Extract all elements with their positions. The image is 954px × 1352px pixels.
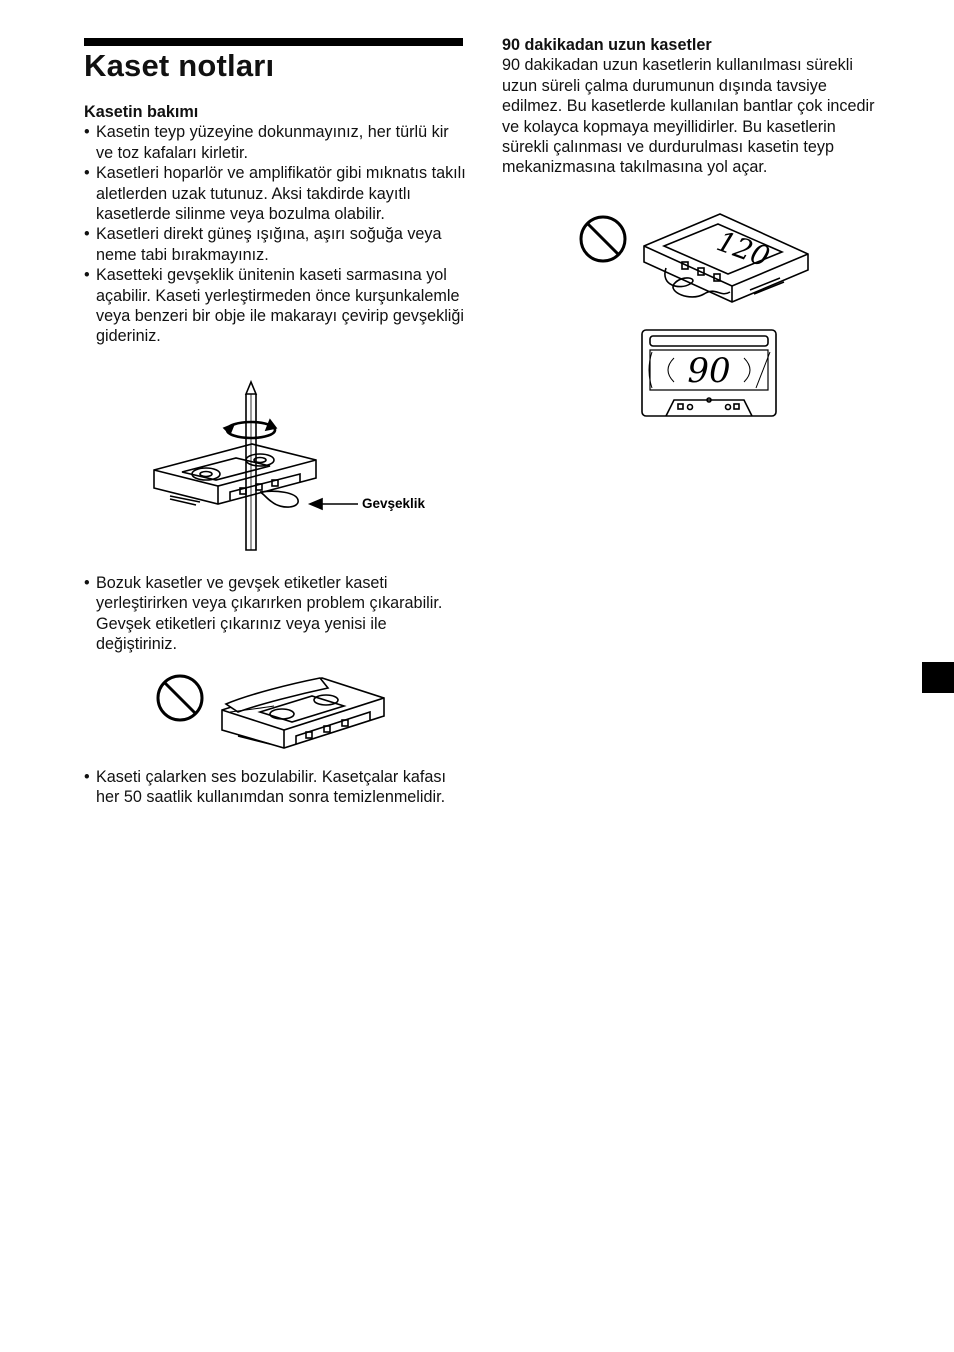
head-list [84,767,470,808]
tape-90-mark: 90 [687,351,731,391]
care-section [84,102,470,347]
list-item: • Kaseti çalarken ses bozulabilir. Kasetçalar kafası her 50 saatlik kullanımdan sonra temizlenmelidir. [84,767,470,808]
label-list [84,573,470,655]
title-rule [84,38,463,46]
long-tape-section [502,35,882,178]
tape-120-mark: 120 [712,224,775,274]
head-section [84,767,470,808]
tape-length-illustration [570,206,820,426]
slack-label: Gevşeklik [362,496,426,511]
care-list [84,122,470,346]
list-item: • Kasetin teyp yüzeyine dokunmayınız, her türlü kir ve toz kafaları kirletir. [84,122,470,163]
list-item: • Kasetleri hoparlör ve amplifikatör gibi mıknatıs takılı aletlerden uzak tutunuz. Aksi takdirde kayıtlı kasetlerde silinme veya bozulma olabilir. [84,163,470,224]
list-item: • Kasetleri direkt güneş ışığına, aşırı soğuğa veya neme tabi bırakmayınız. [84,224,470,265]
long-tape-heading: 90 dakikadan uzun kasetler [502,36,712,54]
long-tape-text: 90 dakikadan uzun kasetlerin kullanılması sürekli uzun süreli çalma durumunun dışında tavsiye edilmez. Bu kasetlerde kullanılan bantlar çok incedir ve kolayca kopmaya meyillidirler. Bu kasetlerin sürekli çalınması ve durdurulması kasetin teyp mekanizmasına takılmasına yol açar. [502,56,875,177]
page-title: Kaset notları [84,48,275,83]
list-item: • Kasetteki gevşeklik ünitenin kaseti sarmasına yol açabilir. Kaseti yerleştirmeden önce kurşunkalemle veya benzeri bir obje ile makarayı çevirip gevşekliği gideriniz. [84,265,470,347]
section-edge-tab [922,662,954,693]
loose-label-illustration [150,664,390,764]
prohibited-icon [158,676,202,720]
care-heading: Kasetin bakımı [84,103,199,121]
list-item: • Bozuk kasetler ve gevşek etiketler kaseti yerleştirirken veya çıkarırken problem çıkarabilir. Gevşek etiketleri çıkarınız veya yenisi ile değiştiriniz. [84,573,470,655]
prohibited-icon [581,217,625,261]
label-section [84,573,470,655]
slack-illustration [140,378,460,558]
